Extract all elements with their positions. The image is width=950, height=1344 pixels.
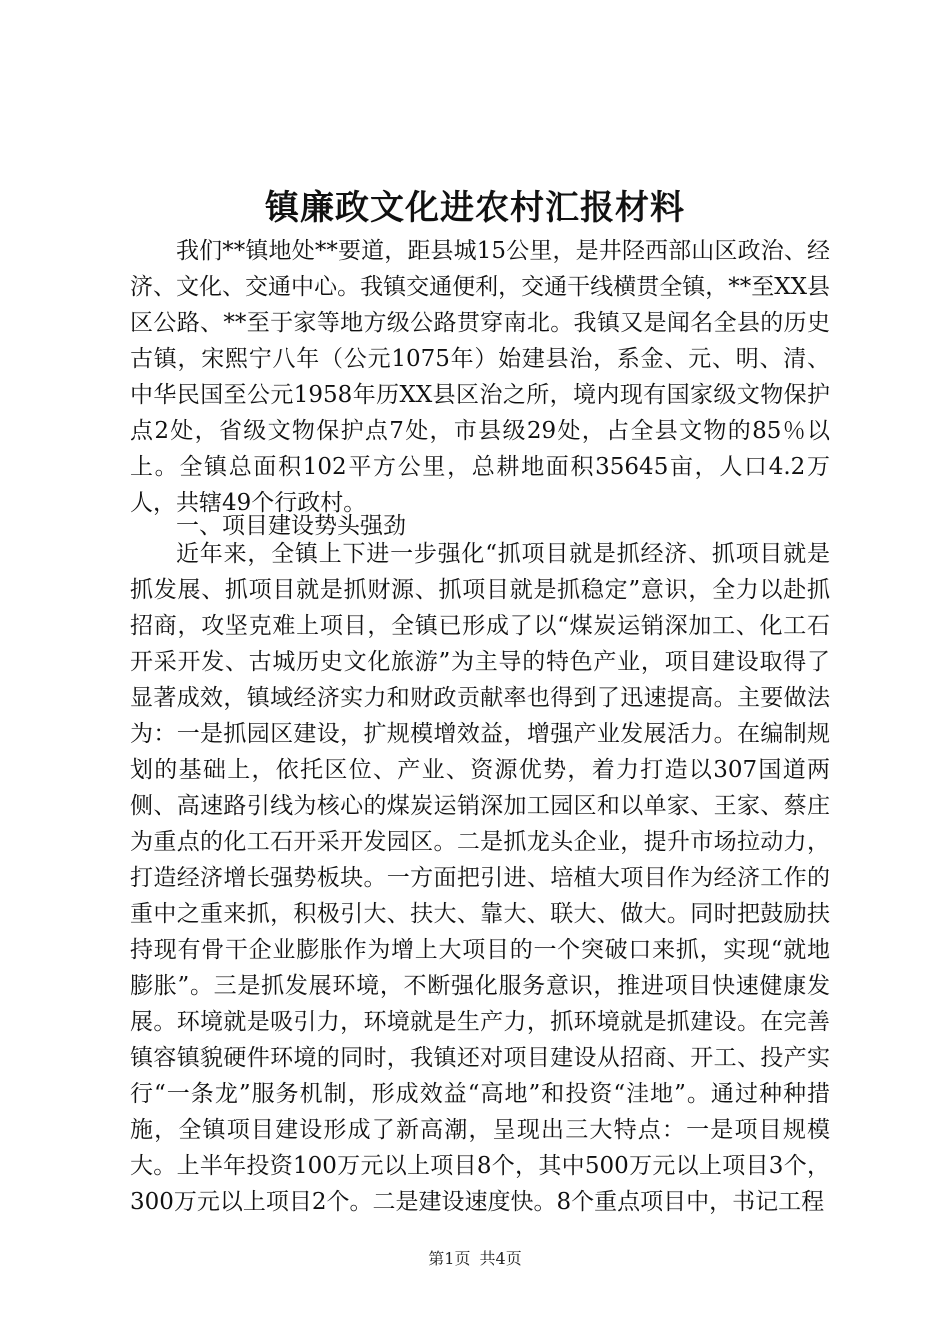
section-heading: 一、项目建设势头强劲 xyxy=(176,513,406,539)
page-footer xyxy=(0,1247,950,1271)
page-number: 第1页 xyxy=(428,1249,471,1268)
page-title: 镇廉政文化进农村汇报材料 xyxy=(265,188,685,228)
intro-paragraph: 我们**镇地处**要道，距县城15公里，是井陉西部山区政治、经济、文化、交通中心。我镇交通便利，交通干线横贯全镇，**至XX县区公路、**至于家等地方级公路贯穿南北。我镇又是闻名全县的历史古镇，宋熙宁八年（公元1075年）始建县治，系金、元、明、清、中华民国至公元1958年历XX县区治之所，境内现有国家级文物保护点2处，省级文物保护点7处，市县级29处，占全县文物的85％以上。全镇总面积102平方公里，总耕地面积35645亩，人口4.2万人，共辖49个行政村。 xyxy=(130,238,830,516)
page-total: 共4页 xyxy=(479,1249,522,1268)
project-paragraph: 近年来，全镇上下进一步强化“抓项目就是抓经济、抓项目就是抓发展、抓项目就是抓财源、抓项目就是抓稳定”意识，全力以赴抓招商，攻坚克难上项目，全镇已形成了以“煤炭运销深加工、化工石开采开发、古城历史文化旅游”为主导的特色产业，项目建设取得了显著成效，镇域经济实力和财政贡献率也得到了迅速提高。主要做法为：一是抓园区建设，扩规模增效益，增强产业发展活力。在编制规划的基础上，依托区位、产业、资源优势，着力打造以307国道两侧、高速路引线为核心的煤炭运销深加工园区和以单家、王家、蔡庄为重点的化工石开采开发园区。二是抓龙头企业，提升市场拉动力，打造经济增长强势板块。一方面把引进、培植大项目作为经济工作的重中之重来抓，积极引大、扶大、靠大、联大、做大。同时把鼓励扶持现有骨干企业膨胀作为增上大项目的一个突破口来抓，实现“就地膨胀”。三是抓发展环境，不断强化服务意识，推进项目快速健康发展。环境就是吸引力，环境就是生产力，抓环境就是抓建设。在完善镇容镇貌硬件环境的同时，我镇还对项目建设从招商、开工、投产实行“一条龙”服务机制，形成效益“高地”和投资“洼地”。通过种种措施，全镇项目建设形成了新高潮，呈现出三大特点：一是项目规模大。上半年投资100万元以上项目8个，其中500万元以上项目3个，300万元以上项目2个。二是建设速度快。8个重点项目中，书记工程 xyxy=(130,541,830,1215)
